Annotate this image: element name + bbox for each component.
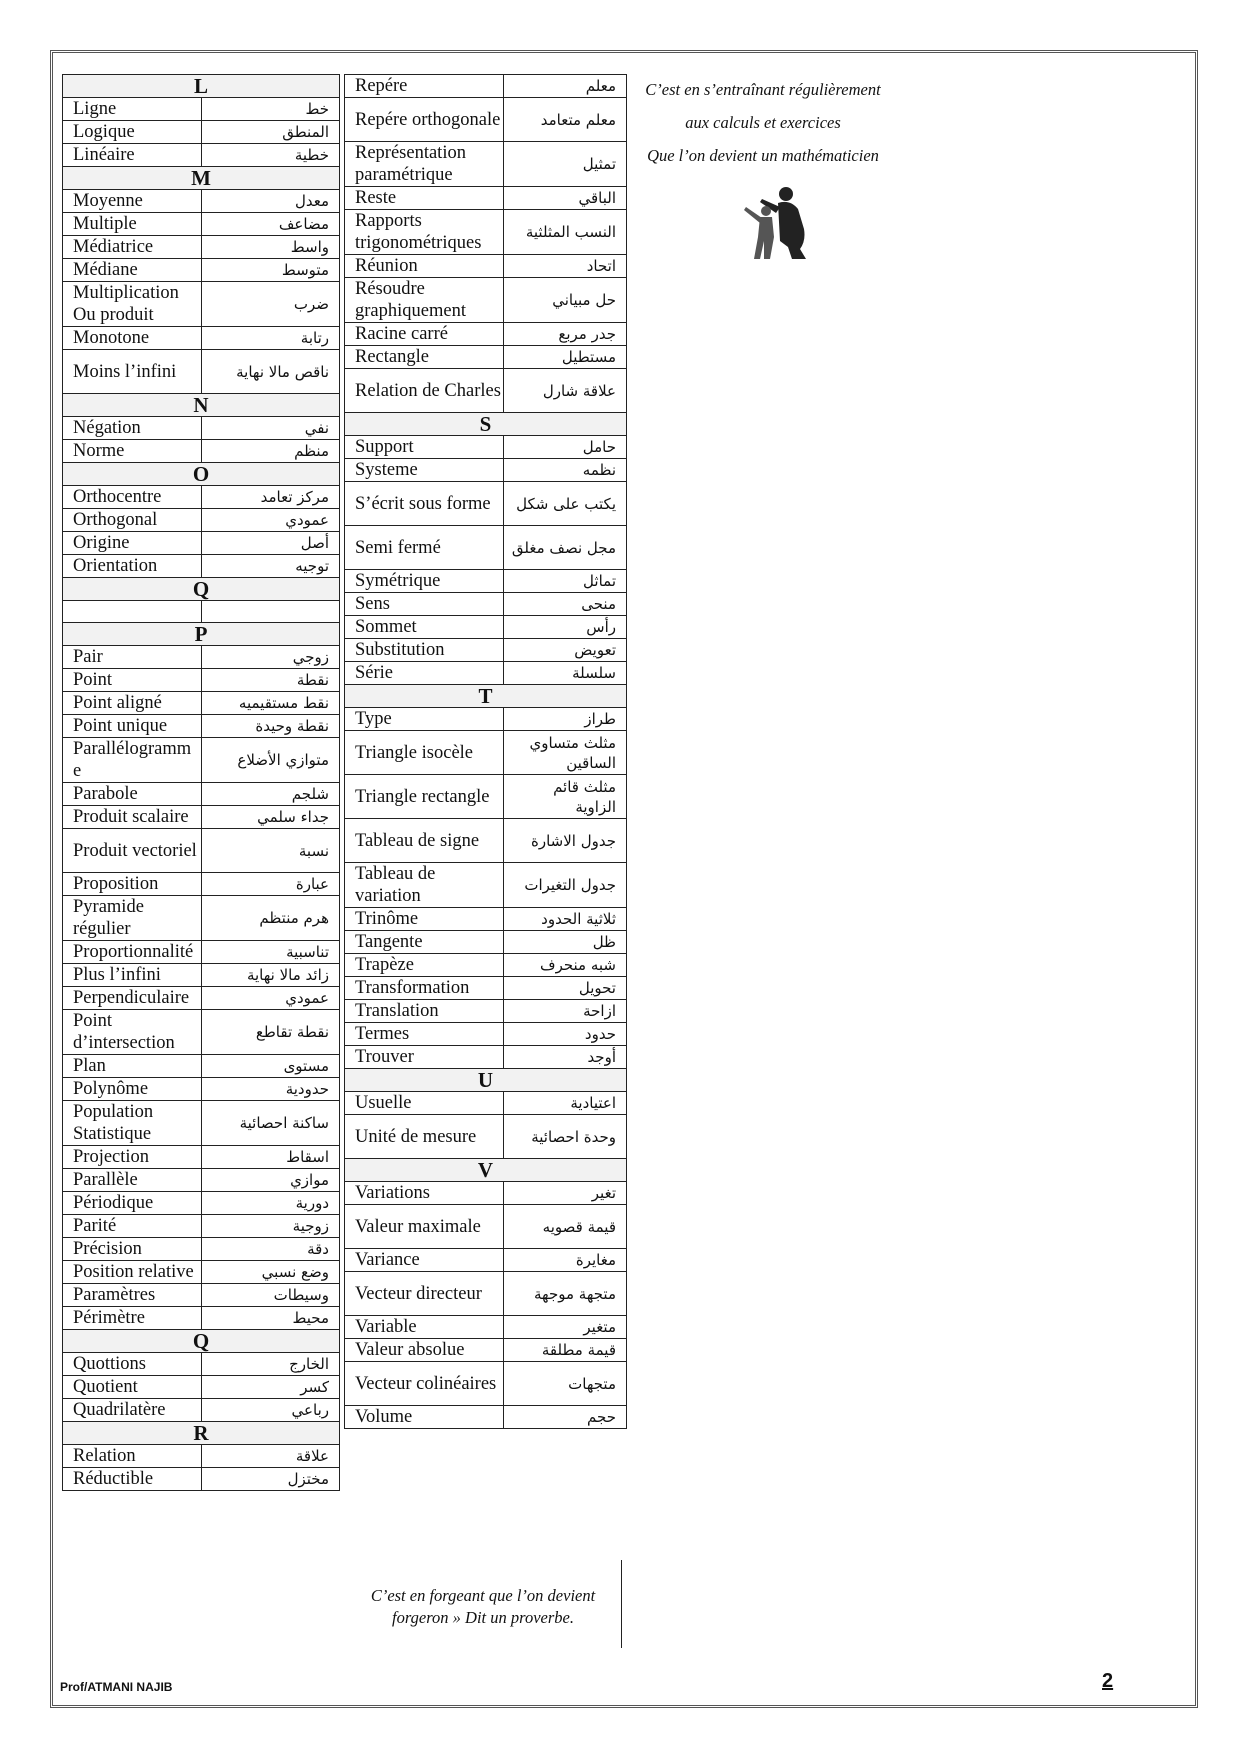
french-term: Tableau de variation <box>345 863 504 908</box>
french-term: Volume <box>345 1406 504 1429</box>
arabic-translation: جدر مربع <box>504 323 627 346</box>
french-term: Norme <box>63 440 202 463</box>
arabic-translation: ظل <box>504 931 627 954</box>
term-row <box>345 369 627 413</box>
french-term: Périmètre <box>63 1307 202 1330</box>
letter-header-row <box>345 1069 627 1092</box>
term-row <box>63 964 340 987</box>
term-row <box>345 593 627 616</box>
term-row <box>345 1023 627 1046</box>
term-row <box>63 144 340 167</box>
term-row <box>63 417 340 440</box>
french-term: Substitution <box>345 639 504 662</box>
term-row <box>345 142 627 187</box>
french-term: Semi fermé <box>345 526 504 570</box>
arabic-translation: وحدة احصائية <box>504 1115 627 1159</box>
arabic-translation: منظم <box>201 440 340 463</box>
term-row <box>345 1182 627 1205</box>
french-term <box>63 601 202 623</box>
term-row <box>345 482 627 526</box>
arabic-translation: علاقة <box>201 1445 340 1468</box>
term-row <box>345 908 627 931</box>
french-term: Valeur maximale <box>345 1205 504 1249</box>
letter-header: P <box>63 623 340 646</box>
term-row <box>63 327 340 350</box>
term-row <box>63 282 340 327</box>
french-term: Périodique <box>63 1192 202 1215</box>
term-row <box>345 323 627 346</box>
arabic-translation: متوسط <box>201 259 340 282</box>
quote-line: aux calculs et exercices <box>685 113 841 132</box>
french-term: Usuelle <box>345 1092 504 1115</box>
arabic-translation: جدول التغيرات <box>504 863 627 908</box>
french-term: Représentation paramétrique <box>345 142 504 187</box>
term-row <box>63 873 340 896</box>
french-term: Réductible <box>63 1468 202 1491</box>
arabic-translation: قيمة مطلقة <box>504 1339 627 1362</box>
french-term: Polynôme <box>63 1078 202 1101</box>
arabic-translation: نظمه <box>504 459 627 482</box>
french-term: Proportionnalité <box>63 941 202 964</box>
arabic-translation: رأس <box>504 616 627 639</box>
french-term: Multiple <box>63 213 202 236</box>
arabic-translation: هرم منتظم <box>201 896 340 941</box>
term-row <box>63 1192 340 1215</box>
french-term: Type <box>345 708 504 731</box>
arabic-translation: متجهة موجهة <box>504 1272 627 1316</box>
french-term: Point <box>63 669 202 692</box>
arabic-translation: مغايرة <box>504 1249 627 1272</box>
french-term: Position relative <box>63 1261 202 1284</box>
motivation-quote <box>628 73 898 172</box>
father-child-pointing-icon <box>740 185 810 260</box>
term-row <box>63 1146 340 1169</box>
term-row <box>345 1339 627 1362</box>
arabic-translation: الباقي <box>504 187 627 210</box>
french-term: Perpendiculaire <box>63 987 202 1010</box>
french-term: Variance <box>345 1249 504 1272</box>
french-term: S’écrit sous forme <box>345 482 504 526</box>
french-term: Tableau de signe <box>345 819 504 863</box>
arabic-translation: تناسبية <box>201 941 340 964</box>
term-row <box>345 459 627 482</box>
arabic-translation: مركز تعامد <box>201 486 340 509</box>
letter-header: S <box>345 413 627 436</box>
term-row <box>345 954 627 977</box>
arabic-translation: دورية <box>201 1192 340 1215</box>
french-term: Parabole <box>63 783 202 806</box>
term-row <box>63 1055 340 1078</box>
french-term: Parallélogramm e <box>63 738 202 783</box>
arabic-translation: أوجد <box>504 1046 627 1069</box>
arabic-translation: أصل <box>201 532 340 555</box>
arabic-translation: نقط مستقيميه <box>201 692 340 715</box>
arabic-translation: النسب المثلثية <box>504 210 627 255</box>
term-row <box>63 829 340 873</box>
french-term: Orientation <box>63 555 202 578</box>
term-row <box>63 555 340 578</box>
term-row <box>63 1010 340 1055</box>
term-row <box>63 440 340 463</box>
arabic-translation: موازي <box>201 1169 340 1192</box>
term-row <box>63 213 340 236</box>
french-term: Produit scalaire <box>63 806 202 829</box>
arabic-translation: تغير <box>504 1182 627 1205</box>
arabic-translation: طراز <box>504 708 627 731</box>
arabic-translation: معلم متعامد <box>504 98 627 142</box>
term-row <box>345 1316 627 1339</box>
arabic-translation: ضرب <box>201 282 340 327</box>
arabic-translation: تحويل <box>504 977 627 1000</box>
arabic-translation: زائد مالا نهاية <box>201 964 340 987</box>
letter-header-row <box>345 685 627 708</box>
letter-header: M <box>63 167 340 190</box>
term-row <box>63 486 340 509</box>
arabic-translation: عبارة <box>201 873 340 896</box>
arabic-translation: اتحاد <box>504 255 627 278</box>
french-term: Projection <box>63 1146 202 1169</box>
french-term: Vecteur colinéaires <box>345 1362 504 1406</box>
arabic-translation: حل مبياني <box>504 278 627 323</box>
french-term: Pair <box>63 646 202 669</box>
arabic-translation: شلجم <box>201 783 340 806</box>
term-row <box>345 708 627 731</box>
arabic-translation: متوازي الأضلاع <box>201 738 340 783</box>
french-term: Support <box>345 436 504 459</box>
french-term: Trinôme <box>345 908 504 931</box>
term-row <box>63 1101 340 1146</box>
letter-header: L <box>63 75 340 98</box>
french-term: Trouver <box>345 1046 504 1069</box>
term-row <box>345 1046 627 1069</box>
arabic-translation: عمودي <box>201 509 340 532</box>
french-term: Systeme <box>345 459 504 482</box>
french-term: Point aligné <box>63 692 202 715</box>
term-row <box>345 1362 627 1406</box>
arabic-translation: مضاعف <box>201 213 340 236</box>
french-term: Parallèle <box>63 1169 202 1192</box>
term-row <box>63 350 340 394</box>
term-row <box>63 941 340 964</box>
proverb-quote: C’est en forgeant que l’on devient forgeron » Dit un proverbe. <box>370 1586 596 1627</box>
french-term: Sens <box>345 593 504 616</box>
letter-header-row <box>63 623 340 646</box>
french-term: Relation <box>63 1445 202 1468</box>
french-term: Tangente <box>345 931 504 954</box>
letter-header-row <box>63 167 340 190</box>
arabic-translation: سلسلة <box>504 662 627 685</box>
term-row <box>345 255 627 278</box>
french-term: Monotone <box>63 327 202 350</box>
term-row <box>63 738 340 783</box>
term-row <box>345 931 627 954</box>
term-row <box>63 715 340 738</box>
arabic-translation: ساكنة احصائية <box>201 1101 340 1146</box>
french-term: Trapèze <box>345 954 504 977</box>
arabic-translation: وضع نسبي <box>201 1261 340 1284</box>
letter-header: N <box>63 394 340 417</box>
term-row <box>63 190 340 213</box>
term-row <box>345 187 627 210</box>
letter-header-row <box>63 394 340 417</box>
arabic-translation: جداء سلمي <box>201 806 340 829</box>
term-row <box>63 601 340 623</box>
term-row <box>63 1238 340 1261</box>
term-row <box>345 819 627 863</box>
french-term: Orthogonal <box>63 509 202 532</box>
french-term: Proposition <box>63 873 202 896</box>
french-term: Médiatrice <box>63 236 202 259</box>
arabic-translation: ثلاثية الحدود <box>504 908 627 931</box>
term-row <box>63 259 340 282</box>
term-row <box>63 1215 340 1238</box>
arabic-translation: جدول الاشارة <box>504 819 627 863</box>
arabic-translation: مستوى <box>201 1055 340 1078</box>
arabic-translation: مثلث متساوي الساقين <box>504 731 627 775</box>
arabic-translation: حدودية <box>201 1078 340 1101</box>
arabic-translation: معلم <box>504 75 627 98</box>
page-number: 2 <box>1102 1670 1114 1692</box>
french-term: Orthocentre <box>63 486 202 509</box>
term-row <box>345 863 627 908</box>
letter-header: U <box>345 1069 627 1092</box>
term-row <box>63 669 340 692</box>
arabic-translation: رتابة <box>201 327 340 350</box>
term-row <box>345 346 627 369</box>
french-term: Pyramide régulier <box>63 896 202 941</box>
arabic-translation <box>201 601 340 623</box>
term-row <box>63 98 340 121</box>
french-term: Origine <box>63 532 202 555</box>
term-row <box>63 1261 340 1284</box>
arabic-translation: نقطة تقاطع <box>201 1010 340 1055</box>
term-row <box>63 1307 340 1330</box>
term-row <box>345 98 627 142</box>
french-term: Variable <box>345 1316 504 1339</box>
term-row <box>345 570 627 593</box>
arabic-translation: رباعي <box>201 1399 340 1422</box>
arabic-translation: مستطيل <box>504 346 627 369</box>
french-term: Linéaire <box>63 144 202 167</box>
term-row <box>63 1284 340 1307</box>
french-term: Relation de Charles <box>345 369 504 413</box>
french-term: Rapports trigonométriques <box>345 210 504 255</box>
term-row <box>63 509 340 532</box>
arabic-translation: مثلث قائم الزاوية <box>504 775 627 819</box>
french-term: Médiane <box>63 259 202 282</box>
french-term: Moyenne <box>63 190 202 213</box>
arabic-translation: اسقاط <box>201 1146 340 1169</box>
french-term: Ligne <box>63 98 202 121</box>
arabic-translation: عمودي <box>201 987 340 1010</box>
french-term: Parité <box>63 1215 202 1238</box>
letter-header-row <box>63 1422 340 1445</box>
french-term: Vecteur directeur <box>345 1272 504 1316</box>
french-term: Triangle isocèle <box>345 731 504 775</box>
french-term: Triangle rectangle <box>345 775 504 819</box>
arabic-translation: توجيه <box>201 555 340 578</box>
term-row <box>63 121 340 144</box>
term-row <box>345 662 627 685</box>
arabic-translation: نقطة وحيدة <box>201 715 340 738</box>
term-row <box>345 1000 627 1023</box>
term-row <box>345 977 627 1000</box>
letter-header-row <box>345 1159 627 1182</box>
french-term: Valeur absolue <box>345 1339 504 1362</box>
letter-header: T <box>345 685 627 708</box>
arabic-translation: يكتب على شكل <box>504 482 627 526</box>
letter-header-row <box>63 1330 340 1353</box>
term-row <box>345 1406 627 1429</box>
french-term: Quotient <box>63 1376 202 1399</box>
term-row <box>345 1249 627 1272</box>
letter-header-row <box>345 413 627 436</box>
french-term: Point d’intersection <box>63 1010 202 1055</box>
arabic-translation: شبه منحرف <box>504 954 627 977</box>
arabic-translation: متجهات <box>504 1362 627 1406</box>
term-row <box>63 1353 340 1376</box>
term-row <box>63 1445 340 1468</box>
arabic-translation: حجم <box>504 1406 627 1429</box>
french-term: Logique <box>63 121 202 144</box>
arabic-translation: حامل <box>504 436 627 459</box>
french-term: Résoudre graphiquement <box>345 278 504 323</box>
french-term: Sommet <box>345 616 504 639</box>
french-term: Précision <box>63 1238 202 1261</box>
french-term: Produit vectoriel <box>63 829 202 873</box>
arabic-translation: منحى <box>504 593 627 616</box>
arabic-translation: قيمة قصويه <box>504 1205 627 1249</box>
french-term: Point unique <box>63 715 202 738</box>
author-footer: Prof/ATMANI NAJIB <box>60 1680 173 1694</box>
french-term: Quottions <box>63 1353 202 1376</box>
french-term: Réunion <box>345 255 504 278</box>
term-row <box>63 987 340 1010</box>
arabic-translation: علاقة شارل <box>504 369 627 413</box>
arabic-translation: تمثيل <box>504 142 627 187</box>
french-term: Plan <box>63 1055 202 1078</box>
french-term: Série <box>345 662 504 685</box>
arabic-translation: خط <box>201 98 340 121</box>
term-row <box>345 1092 627 1115</box>
arabic-translation: اعتيادية <box>504 1092 627 1115</box>
french-term: Unité de mesure <box>345 1115 504 1159</box>
french-term: Repére <box>345 75 504 98</box>
arabic-translation: نسبة <box>201 829 340 873</box>
french-term: Quadrilatère <box>63 1399 202 1422</box>
vocab-table-left <box>62 74 340 1491</box>
arabic-translation: تعويض <box>504 639 627 662</box>
term-row <box>63 646 340 669</box>
arabic-translation: زوجية <box>201 1215 340 1238</box>
term-row <box>345 639 627 662</box>
french-term: Termes <box>345 1023 504 1046</box>
arabic-translation: متغير <box>504 1316 627 1339</box>
arabic-translation: نفي <box>201 417 340 440</box>
term-row <box>345 775 627 819</box>
arabic-translation: مجل نصف مغلق <box>504 526 627 570</box>
term-row <box>345 1115 627 1159</box>
french-term: Multiplication Ou produit <box>63 282 202 327</box>
arabic-translation: محيط <box>201 1307 340 1330</box>
arabic-translation: ازاحة <box>504 1000 627 1023</box>
french-term: Rectangle <box>345 346 504 369</box>
term-row <box>63 532 340 555</box>
french-term: Paramètres <box>63 1284 202 1307</box>
french-term: Repére orthogonale <box>345 98 504 142</box>
arabic-translation: كسر <box>201 1376 340 1399</box>
french-term: Reste <box>345 187 504 210</box>
french-term: Variations <box>345 1182 504 1205</box>
french-term: Racine carré <box>345 323 504 346</box>
letter-header: Q <box>63 578 340 601</box>
arabic-translation: المنطق <box>201 121 340 144</box>
arabic-translation: تماثل <box>504 570 627 593</box>
term-row <box>63 806 340 829</box>
term-row <box>345 278 627 323</box>
arabic-translation: نقطة <box>201 669 340 692</box>
term-row <box>63 1078 340 1101</box>
quote-line: C’est en s’entraînant régulièrement <box>645 80 881 99</box>
term-row <box>345 75 627 98</box>
term-row <box>63 692 340 715</box>
letter-header: R <box>63 1422 340 1445</box>
french-term: Translation <box>345 1000 504 1023</box>
arabic-translation: الخارج <box>201 1353 340 1376</box>
french-term: Transformation <box>345 977 504 1000</box>
arabic-translation: دقة <box>201 1238 340 1261</box>
term-row <box>345 210 627 255</box>
letter-header: O <box>63 463 340 486</box>
term-row <box>345 1205 627 1249</box>
letter-header: Q <box>63 1330 340 1353</box>
term-row <box>345 731 627 775</box>
arabic-translation: معدل <box>201 190 340 213</box>
french-term: Plus l’infini <box>63 964 202 987</box>
letter-header-row <box>63 75 340 98</box>
vocab-table-middle <box>344 74 627 1429</box>
term-row <box>63 1468 340 1491</box>
arabic-translation: حدود <box>504 1023 627 1046</box>
term-row <box>63 783 340 806</box>
term-row <box>345 436 627 459</box>
letter-header-row <box>63 463 340 486</box>
french-term: Population Statistique <box>63 1101 202 1146</box>
term-row <box>345 616 627 639</box>
arabic-translation: زوجي <box>201 646 340 669</box>
arabic-translation: واسط <box>201 236 340 259</box>
arabic-translation: ناقص مالا نهاية <box>201 350 340 394</box>
term-row <box>345 1272 627 1316</box>
quote-line: Que l’on devient un mathématicien <box>647 146 879 165</box>
term-row <box>63 896 340 941</box>
french-term: Négation <box>63 417 202 440</box>
french-term: Moins l’infini <box>63 350 202 394</box>
term-row <box>63 1376 340 1399</box>
term-row <box>63 1399 340 1422</box>
arabic-translation: خطية <box>201 144 340 167</box>
letter-header-row <box>63 578 340 601</box>
arabic-translation: مختزل <box>201 1468 340 1491</box>
letter-header: V <box>345 1159 627 1182</box>
french-term: Symétrique <box>345 570 504 593</box>
arabic-translation: وسيطات <box>201 1284 340 1307</box>
term-row <box>63 1169 340 1192</box>
term-row <box>345 526 627 570</box>
term-row <box>63 236 340 259</box>
